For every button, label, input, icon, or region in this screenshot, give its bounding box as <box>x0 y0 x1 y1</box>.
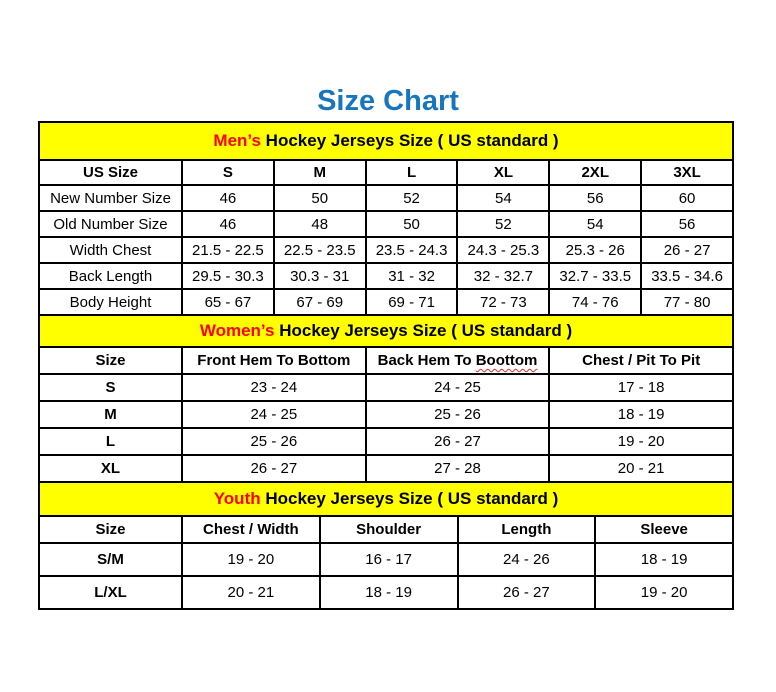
womens-header-row <box>39 347 733 374</box>
column-header: 2XL <box>549 160 641 185</box>
table-cell: 26 - 27 <box>366 428 550 455</box>
table-cell: 56 <box>641 211 733 237</box>
row-label: Width Chest <box>39 237 182 263</box>
womens-banner-text: Hockey Jerseys Size ( US standard ) <box>274 321 573 340</box>
column-header: Sleeve <box>595 516 733 543</box>
row-label: S/M <box>39 543 182 576</box>
table-cell: 18 - 19 <box>320 576 458 609</box>
column-header-text: Back Hem To <box>377 352 476 369</box>
column-header: S <box>182 160 274 185</box>
table-row <box>39 289 733 315</box>
table-cell: 56 <box>549 185 641 211</box>
table-row <box>39 374 733 401</box>
youth-banner-highlight: Youth <box>213 489 261 508</box>
column-header: Front Hem To Bottom <box>182 347 366 374</box>
row-label: S <box>39 374 182 401</box>
table-cell: 32.7 - 33.5 <box>549 263 641 289</box>
column-header: M <box>274 160 366 185</box>
table-cell: 32 - 32.7 <box>457 263 549 289</box>
table-cell: 52 <box>457 211 549 237</box>
column-header: Chest / Width <box>182 516 320 543</box>
table-cell: 46 <box>182 185 274 211</box>
table-cell: 33.5 - 34.6 <box>641 263 733 289</box>
table-cell: 21.5 - 22.5 <box>182 237 274 263</box>
youth-banner-text: Hockey Jerseys Size ( US standard ) <box>260 489 559 508</box>
size-chart-block <box>38 121 734 610</box>
table-cell: 60 <box>641 185 733 211</box>
table-cell: 54 <box>457 185 549 211</box>
table-cell: 26 - 27 <box>182 455 366 482</box>
table-row <box>39 543 733 576</box>
table-cell: 26 - 27 <box>641 237 733 263</box>
table-cell: 19 - 20 <box>549 428 733 455</box>
table-cell: 20 - 21 <box>549 455 733 482</box>
column-header <box>366 347 550 374</box>
table-cell: 74 - 76 <box>549 289 641 315</box>
table-cell: 22.5 - 23.5 <box>274 237 366 263</box>
mens-banner-text: Hockey Jerseys Size ( US standard ) <box>260 131 559 150</box>
column-header: US Size <box>39 160 182 185</box>
table-cell: 24 - 25 <box>366 374 550 401</box>
row-label: Old Number Size <box>39 211 182 237</box>
row-label: L <box>39 428 182 455</box>
column-header: Chest / Pit To Pit <box>549 347 733 374</box>
table-row <box>39 455 733 482</box>
mens-banner-highlight: Men’s <box>213 131 261 150</box>
table-cell: 17 - 18 <box>549 374 733 401</box>
table-row <box>39 185 733 211</box>
mens-size-table <box>38 159 734 316</box>
table-cell: 18 - 19 <box>549 401 733 428</box>
table-cell: 54 <box>549 211 641 237</box>
row-label: Body Height <box>39 289 182 315</box>
mens-header-row <box>39 160 733 185</box>
table-row <box>39 237 733 263</box>
mens-section-banner <box>38 121 734 161</box>
column-header: Size <box>39 516 182 543</box>
womens-size-table <box>38 346 734 483</box>
table-cell: 23.5 - 24.3 <box>366 237 458 263</box>
table-cell: 25.3 - 26 <box>549 237 641 263</box>
womens-banner-highlight: Women’s <box>199 321 275 340</box>
table-cell: 20 - 21 <box>182 576 320 609</box>
column-header: XL <box>457 160 549 185</box>
table-cell: 50 <box>274 185 366 211</box>
table-cell: 25 - 26 <box>366 401 550 428</box>
table-cell: 65 - 67 <box>182 289 274 315</box>
table-cell: 52 <box>366 185 458 211</box>
row-label: M <box>39 401 182 428</box>
youth-header-row <box>39 516 733 543</box>
column-header: Length <box>458 516 596 543</box>
table-cell: 29.5 - 30.3 <box>182 263 274 289</box>
row-label: L/XL <box>39 576 182 609</box>
table-cell: 16 - 17 <box>320 543 458 576</box>
table-cell: 30.3 - 31 <box>274 263 366 289</box>
table-cell: 69 - 71 <box>366 289 458 315</box>
table-cell: 27 - 28 <box>366 455 550 482</box>
table-cell: 25 - 26 <box>182 428 366 455</box>
table-row <box>39 576 733 609</box>
table-cell: 19 - 20 <box>595 576 733 609</box>
table-cell: 31 - 32 <box>366 263 458 289</box>
table-cell: 46 <box>182 211 274 237</box>
table-cell: 72 - 73 <box>457 289 549 315</box>
table-cell: 23 - 24 <box>182 374 366 401</box>
misspelled-word: Boottom <box>475 352 538 369</box>
column-header: L <box>366 160 458 185</box>
row-label: XL <box>39 455 182 482</box>
page-title: Size Chart <box>317 85 459 118</box>
table-cell: 26 - 27 <box>458 576 596 609</box>
column-header: 3XL <box>641 160 733 185</box>
table-row <box>39 401 733 428</box>
table-cell: 50 <box>366 211 458 237</box>
row-label: Back Length <box>39 263 182 289</box>
table-cell: 18 - 19 <box>595 543 733 576</box>
youth-section-banner <box>38 481 734 517</box>
youth-size-table <box>38 515 734 610</box>
table-cell: 24 - 25 <box>182 401 366 428</box>
table-cell: 24 - 26 <box>458 543 596 576</box>
womens-section-banner <box>38 314 734 348</box>
table-row <box>39 263 733 289</box>
column-header: Size <box>39 347 182 374</box>
table-cell: 67 - 69 <box>274 289 366 315</box>
row-label: New Number Size <box>39 185 182 211</box>
column-header: Shoulder <box>320 516 458 543</box>
table-cell: 19 - 20 <box>182 543 320 576</box>
table-cell: 48 <box>274 211 366 237</box>
table-cell: 77 - 80 <box>641 289 733 315</box>
table-cell: 24.3 - 25.3 <box>457 237 549 263</box>
table-row <box>39 211 733 237</box>
table-row <box>39 428 733 455</box>
